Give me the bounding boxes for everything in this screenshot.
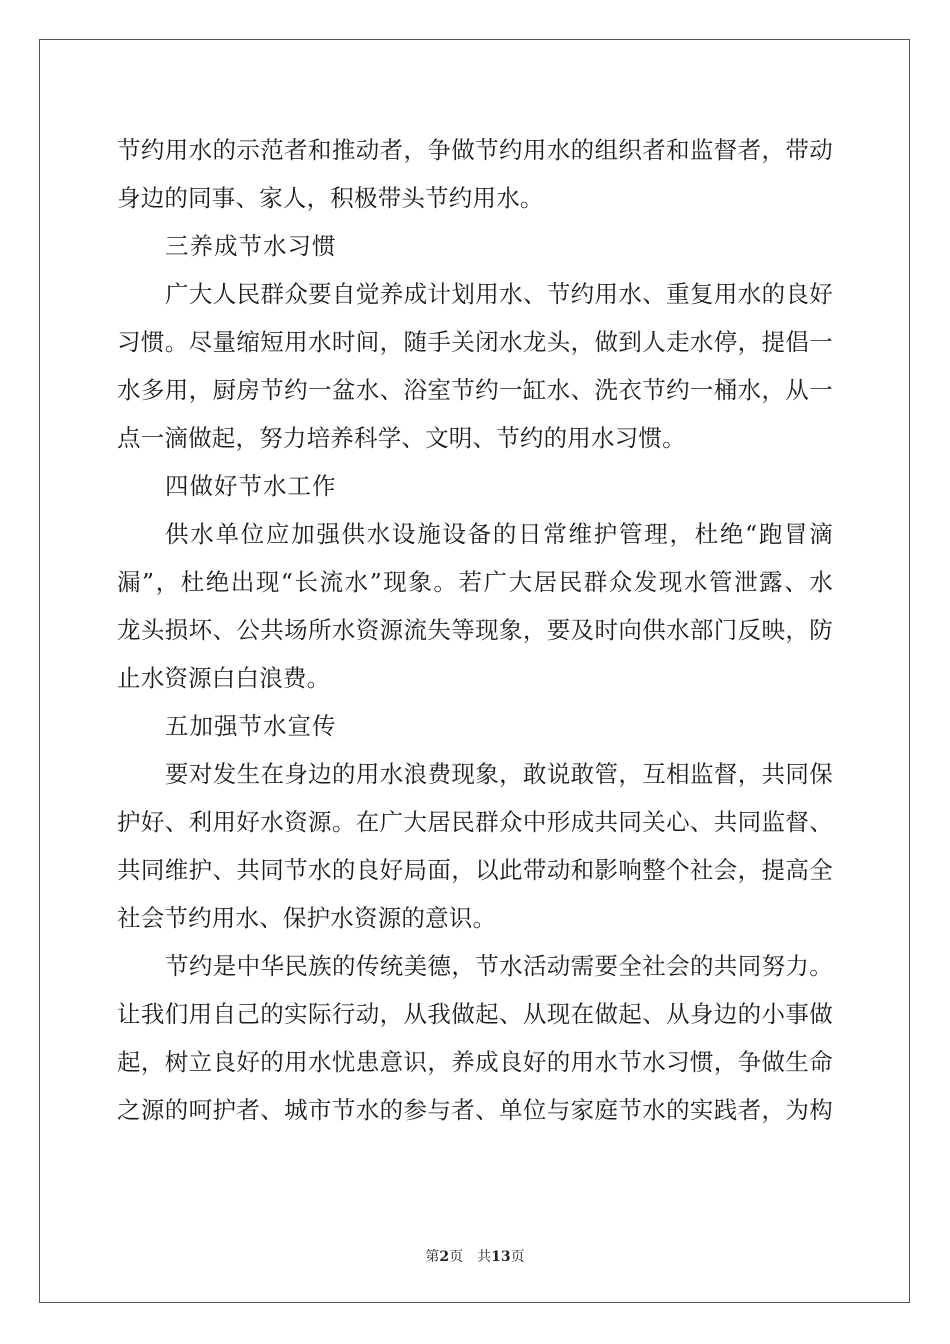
paragraph-line: 共同维护、共同节水的良好局面，以此带动和影响整个社会，提高全 [117,856,833,884]
total-pages: 13 [491,1249,511,1265]
paragraph-line: 身边的同事、家人，积极带头节约用水。 [117,184,544,212]
section-heading: 三养成节水习惯 [165,232,337,260]
section-heading: 五加强节水宣传 [165,712,337,740]
paragraph-line: 起，树立良好的用水忧患意识，养成良好的用水节水习惯，争做生命 [117,1048,833,1076]
page-number: 2 [439,1249,450,1265]
paragraph-line: 要对发生在身边的用水浪费现象，敢说敢管，互相监督，共同保 [165,760,833,788]
paragraph-line: 节约用水的示范者和推动者，争做节约用水的组织者和监督者，带动 [117,136,833,164]
paragraph-line: 广大人民群众要自觉养成计划用水、节约用水、重复用水的良好 [165,280,833,308]
paragraph-line: 之源的呵护者、城市节水的参与者、单位与家庭节水的实践者，为构 [117,1096,833,1124]
total-suffix: 页 [510,1249,525,1265]
paragraph-line: 水多用，厨房节约一盆水、浴室节约一缸水、洗衣节约一桶水，从一 [117,376,833,404]
page-suffix: 页 [449,1249,464,1265]
page-footer [0,1246,950,1266]
paragraph-line: 龙头损坏、公共场所水资源流失等现象，要及时向供水部门反映，防 [117,616,833,644]
total-prefix: 共 [477,1249,492,1265]
page-prefix: 第 [425,1249,440,1265]
paragraph-line: 节约是中华民族的传统美德，节水活动需要全社会的共同努力。 [165,952,833,980]
section-heading: 四做好节水工作 [165,472,337,500]
document-body [117,126,833,1134]
paragraph-line: 供水单位应加强供水设施设备的日常维护管理，杜绝“跑冒滴 [165,520,833,548]
paragraph-line: 让我们用自己的实际行动，从我做起、从现在做起、从身边的小事做 [117,1000,833,1028]
paragraph-line: 漏”，杜绝出现“长流水”现象。若广大居民群众发现水管泄露、水 [117,568,833,596]
paragraph-line: 止水资源白白浪费。 [117,664,331,692]
paragraph-line: 社会节约用水、保护水资源的意识。 [117,904,497,932]
paragraph-line: 点一滴做起，努力培养科学、文明、节约的用水习惯。 [117,424,686,452]
paragraph-line: 习惯。尽量缩短用水时间，随手关闭水龙头，做到人走水停，提倡一 [117,328,833,356]
paragraph-line: 护好、利用好水资源。在广大居民群众中形成共同关心、共同监督、 [117,808,833,836]
